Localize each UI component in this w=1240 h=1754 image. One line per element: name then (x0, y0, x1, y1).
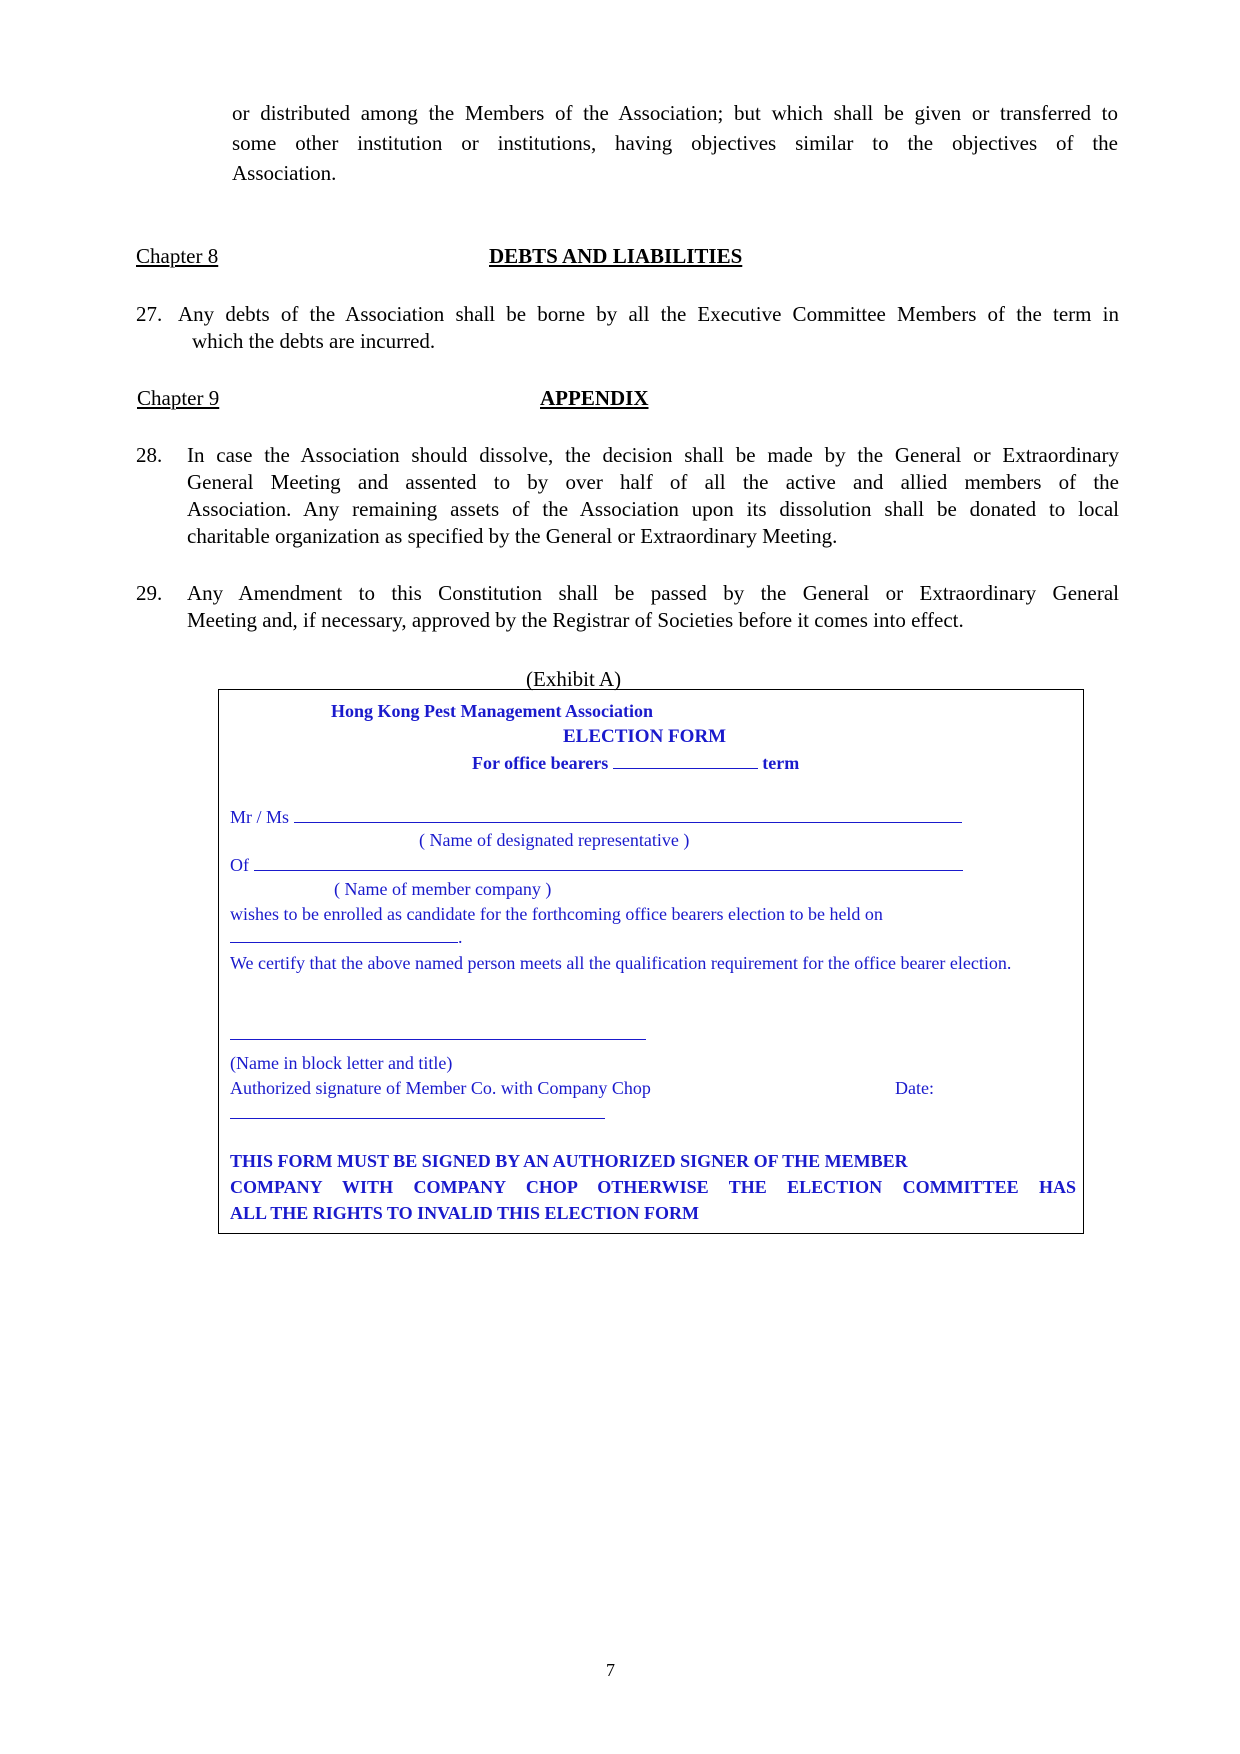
representative-name-blank[interactable] (294, 806, 962, 823)
chapter-9-label: Chapter 9 (137, 386, 220, 410)
intro-line-1: or distributed among the Members of the Association; but which shall be given or transferred to (232, 101, 1118, 125)
of-label: Of (230, 855, 249, 876)
term-blank[interactable] (613, 752, 758, 769)
election-date-blank[interactable] (230, 926, 458, 943)
chapter-8-title: DEBTS AND LIABILITIES (489, 244, 743, 268)
form-title-row (219, 726, 1085, 748)
item-29-line-1: Any Amendment to this Constitution shall be passed by the General or Extraordinary General (187, 581, 1119, 605)
page-number: 7 (606, 1660, 615, 1680)
item-27-line-2: which the debts are incurred. (192, 329, 436, 353)
company-name-blank[interactable] (254, 854, 963, 871)
date-label: Date: (895, 1078, 934, 1098)
exhibit-label: (Exhibit A) (526, 667, 622, 691)
name-block-line[interactable] (230, 1039, 646, 1040)
form-org-name: Hong Kong Pest Management Association (331, 701, 653, 721)
form-title: ELECTION FORM (563, 726, 727, 747)
item-27-line-1: Any debts of the Association shall be borne by all the Executive Committee Members of the term in (178, 302, 1119, 326)
for-office-suffix: term (762, 753, 800, 774)
item-28-line-3: Association. Any remaining assets of the Association upon its dissolution shall be donated to local (187, 497, 1119, 521)
mr-ms-label: Mr / Ms (230, 807, 290, 828)
warning-line-2: COMPANY WITH COMPANY CHOP OTHERWISE THE ELECTION COMMITTEE HAS (230, 1177, 1076, 1197)
warning-line-1: THIS FORM MUST BE SIGNED BY AN AUTHORIZED SIGNER OF THE MEMBER (230, 1151, 908, 1171)
item-28-number: 28. (136, 443, 163, 467)
name-block-caption: (Name in block letter and title) (230, 1053, 453, 1073)
of-row (230, 854, 963, 876)
item-29-line-2: Meeting and, if necessary, approved by the Registrar of Societies before it comes into effect. (187, 608, 964, 632)
enroll-end: . (458, 927, 463, 948)
item-29-number: 29. (136, 581, 163, 605)
mr-ms-row (230, 806, 962, 828)
enroll-text: wishes to be enrolled as candidate for the forthcoming office bearers election to be held on (230, 904, 883, 924)
representative-caption: ( Name of designated representative ) (419, 830, 690, 850)
item-28-line-1: In case the Association should dissolve, the decision shall be made by the General or Extraordinary (187, 443, 1119, 467)
item-28-line-4: charitable organization as specified by the General or Extraordinary Meeting. (187, 524, 838, 548)
election-date-row (230, 926, 463, 948)
chapter-9-title: APPENDIX (540, 386, 649, 410)
item-28-line-2: General Meeting and assented to by over half of all the active and allied members of the (187, 470, 1119, 494)
warning-line-3: ALL THE RIGHTS TO INVALID THIS ELECTION FORM (230, 1203, 699, 1223)
certify-text: We certify that the above named person meets all the qualification requirement for the office bearer election. (230, 953, 1012, 973)
item-27-number: 27. (136, 302, 163, 326)
signature-caption: Authorized signature of Member Co. with Company Chop (230, 1078, 651, 1098)
chapter-8-label: Chapter 8 (136, 244, 219, 268)
intro-line-2: some other institution or institutions, having objectives similar to the objectives of the (232, 131, 1118, 155)
company-caption: ( Name of member company ) (334, 879, 552, 899)
signature-line[interactable] (230, 1118, 605, 1119)
for-office-prefix: For office bearers (472, 753, 609, 774)
election-form (218, 689, 1084, 1234)
for-office-row (472, 752, 799, 774)
intro-line-3: Association. (232, 161, 337, 185)
